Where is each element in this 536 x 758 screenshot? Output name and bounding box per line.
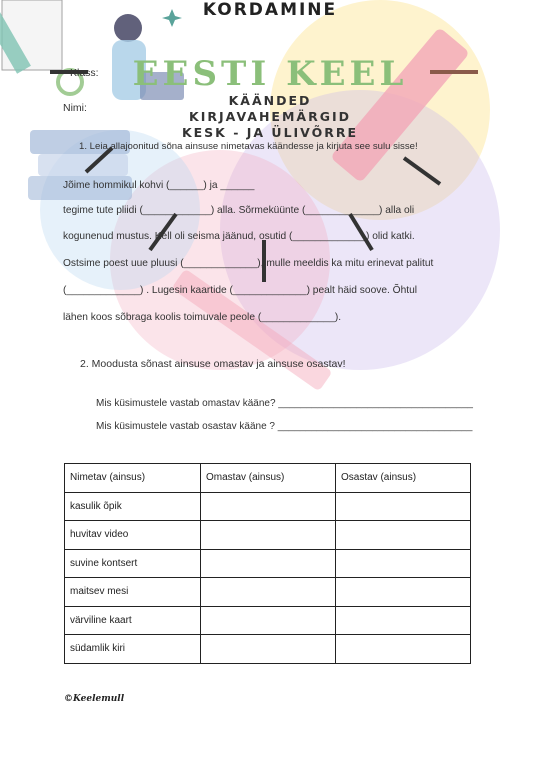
table-row [65,521,471,550]
table-row [65,606,471,635]
answer-table [64,463,471,664]
table-cell-word: kasulik õpik [65,492,201,521]
table-cell-osastav[interactable] [336,521,471,550]
table-cell-word: huvitav video [65,521,201,550]
table-cell-word: suvine kontsert [65,549,201,578]
task1-line: (_____________) . Lugesin kaartide (_____________) pealt häid soove. Õhtul [63,285,418,296]
task1-line: kogunenud mustus. Kell oli seisma jäänud, osutid (_____________) olid katki. [63,231,415,242]
table-row [65,635,471,664]
table-row [65,549,471,578]
table-header-row [65,464,471,493]
topic-3: KESK - JA ÜLIVÕRRE [181,125,359,140]
task1-line: tegime tute pliidi (____________) alla. Sõrmeküünte (_____________) alla oli [63,205,415,216]
table-cell-word: maitsev mesi [65,578,201,607]
table-cell-word: südamlik kiri [65,635,201,664]
table-header: Osastav (ainsus) [336,464,471,493]
table-cell-omastav[interactable] [201,521,336,550]
topic-2: KIRJAVAHEMÄRGID [189,109,351,124]
person-head-icon [114,14,142,42]
table-header: Nimetav (ainsus) [65,464,201,493]
task1-line: Jõime hommikul kohvi (______) ja ______ [63,180,255,191]
kordamine-title: KORDAMINE [202,0,338,20]
table-header: Omastav (ainsus) [201,464,336,493]
task1-instruction: 1. Leia allajoonitud sõna ainsuse nimetavas käändesse ja kirjuta see sulu sisse! [79,141,418,152]
name-label: Nimi: [63,102,87,114]
class-label: Klass: [70,67,99,79]
table-cell-omastav[interactable] [201,549,336,578]
table-cell-osastav[interactable] [336,606,471,635]
table-row [65,492,471,521]
table-row [65,578,471,607]
task1-line: lähen koos sõbraga koolis toimuvale peole (_____________). [63,312,342,323]
task1-line: Ostsime poest uue pluusi (_____________), mulle meeldis ka mitu erinevat palitut [63,258,434,269]
table-cell-osastav[interactable] [336,549,471,578]
topic-1: KÄÄNDED [228,93,312,108]
main-title: EESTI KEEL [132,54,408,94]
table-cell-word: värviline kaart [65,606,201,635]
book-2-icon [38,154,128,176]
table-cell-omastav[interactable] [201,635,336,664]
table-cell-osastav[interactable] [336,492,471,521]
table-cell-omastav[interactable] [201,606,336,635]
table-cell-omastav[interactable] [201,492,336,521]
task2-instruction: 2. Moodusta sõnast ainsuse omastav ja ainsuse osastav! [80,358,346,370]
task2-question-1: Mis küsimustele vastab omastav kääne? ___________________________________ [96,398,473,409]
table-cell-osastav[interactable] [336,635,471,664]
table-cell-omastav[interactable] [201,578,336,607]
task2-question-2: Mis küsimustele vastab osastav kääne ? ___________________________________ [96,421,473,432]
table-cell-osastav[interactable] [336,578,471,607]
copyright: ©Keelemull [64,694,125,704]
